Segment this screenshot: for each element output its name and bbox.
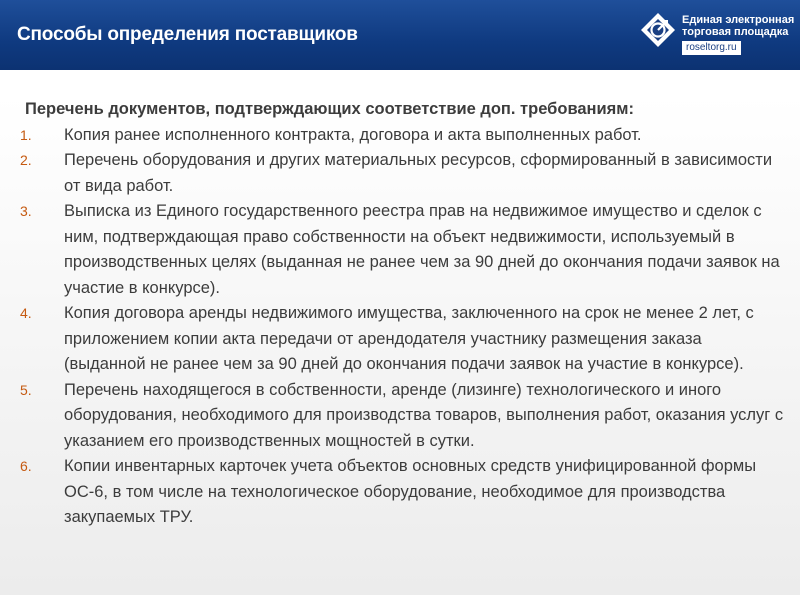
list-item-number: 4. bbox=[20, 305, 32, 321]
list-item bbox=[10, 199, 790, 301]
list-item-text: Копия ранее исполненного контракта, договора и акта выполненных работ. bbox=[64, 125, 642, 144]
roseltorg-logo[interactable] bbox=[640, 10, 795, 58]
list-item-text: Копии инвентарных карточек учета объектов основных средств унифицированной формы ОС-6, в том числе на технологическое оборудование, необходимое для производства закупаемых ТРУ. bbox=[64, 457, 757, 526]
list-item-text: Перечень оборудования и других материальных ресурсов, сформированный в зависимости от вида работ. bbox=[64, 151, 773, 195]
list-item-text: Копия договора аренды недвижимого имущества, заключенного на срок не менее 2 лет, с приложением копии акта передачи от арендодателя участнику размещения заказа (выданной не ранее чем за 90 дней до окончания подачи заявок на участие в конкурсе). bbox=[64, 304, 754, 373]
list-item-number: 6. bbox=[20, 458, 32, 474]
page-title: Способы определения поставщиков bbox=[17, 24, 358, 45]
list-item bbox=[10, 123, 790, 149]
document-body bbox=[10, 97, 790, 531]
list-item-number: 1. bbox=[20, 126, 32, 143]
requirements-list bbox=[10, 123, 790, 531]
list-item-text: Выписка из Единого государственного реестра прав на недвижимое имущество и сделок с ним, подтверждающая право собственности на объект недвижимости, используемый в производственных целях (выданная не ранее чем за 90 дней до окончания подачи заявок на участие в конкурсе). bbox=[64, 202, 780, 297]
list-item-number: 5. bbox=[20, 381, 32, 398]
list-heading: Перечень документов, подтверждающих соответствие доп. требованиям: bbox=[25, 100, 634, 118]
logo-text-line1: Единая электронная bbox=[682, 14, 795, 26]
list-item bbox=[10, 148, 790, 199]
list-item bbox=[10, 378, 790, 455]
list-item bbox=[10, 301, 790, 378]
list-item bbox=[10, 454, 790, 531]
logo-text-line2: торговая площадка bbox=[682, 26, 789, 38]
header-bar bbox=[0, 0, 800, 70]
list-item-text: Перечень находящегося в собственности, аренде (лизинге) технологического и иного оборудования, необходимого для производства товаров, выполнения работ, оказания услуг с указанием его производственных мощностей в сутки. bbox=[64, 380, 784, 450]
list-item-number: 2. bbox=[20, 152, 32, 168]
logo-url[interactable]: roseltorg.ru bbox=[682, 41, 741, 55]
list-item-number: 3. bbox=[20, 203, 32, 219]
roseltorg-logo-icon bbox=[640, 12, 676, 48]
